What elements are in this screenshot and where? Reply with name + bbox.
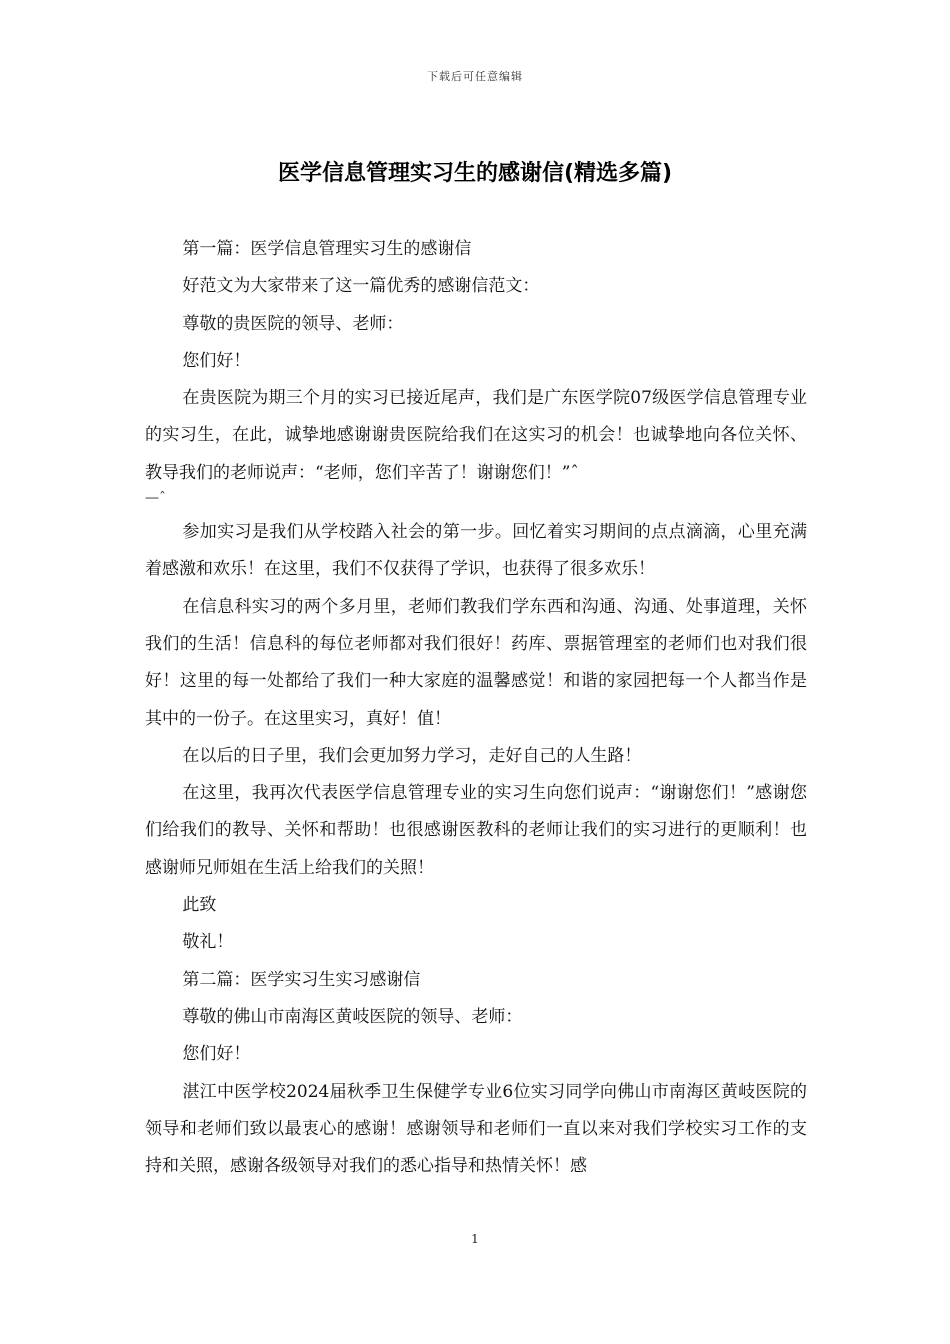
greeting: 您们好！ (182, 350, 251, 371)
paragraph: 在信息科实习的两个多月里，老师们教我们学东西和沟通、沟通、处事道理，关怀我们的生活！信息科的每位老师都对我们很好！药库、票据管理室的老师们也对我们很好！这里的每一处都给了我们一种大家庭的温馨感觉！和谐的家园把每一个人都当作是其中的一份子。在这里实习，真好！值！ (145, 596, 807, 729)
document-body (145, 231, 807, 1185)
section-heading-2: 第二篇：医学实习生实习感谢信 (182, 969, 421, 990)
paragraph: 在贵医院为期三个月的实习已接近尾声，我们是广东医学院07级医学信息管理专业的实习生，在此，诚挚地感谢谢贵医院给我们在这实习的机会！也诚挚地向各位关怀、教导我们的老师说声：“老师，您们辛苦了！谢谢您们！”ˆ (145, 388, 807, 483)
salutation: 尊敬的贵医院的领导、老师： (182, 313, 404, 334)
greeting: 您们好！ (182, 1044, 251, 1065)
header-note: 下载后可任意编辑 (427, 70, 523, 83)
salutation: 尊敬的佛山市南海区黄岐医院的领导、老师： (182, 1006, 523, 1027)
paragraph: 参加实习是我们从学校踏入社会的第一步。回忆着实习期间的点点滴滴，心里充满着感激和欢乐！在这里，我们不仅获得了学识，也获得了很多欢乐！ (145, 522, 807, 580)
paragraph: 在这里，我再次代表医学信息管理专业的实习生向您们说声：“谢谢您们！”感谢您们给我们的教导、关怀和帮助！也很感谢医教科的老师让我们的实习进行的更顺利！也感谢师兄师姐在生活上给我们的关照！ (145, 783, 807, 878)
closing: 此致 (182, 895, 217, 916)
paragraph: 好范文为大家带来了这一篇优秀的感谢信范文： (182, 276, 540, 297)
page-number: 1 (471, 1232, 479, 1246)
document-title: 医学信息管理实习生的感谢信(精选多篇) (277, 161, 673, 186)
paragraph: 在以后的日子里，我们会更加努力学习，走好自己的人生路！ (182, 745, 642, 766)
stray-mark: —ˆ (145, 490, 166, 507)
section-heading-1: 第一篇：医学信息管理实习生的感谢信 (182, 239, 472, 259)
paragraph: 湛江中医学校2024届秋季卫生保健学专业6位实习同学向佛山市南海区黄岐医院的领导和老师们致以最衷心的感谢！感谢领导和老师们一直以来对我们学校实习工作的支持和关照，感谢各级领导对我们的悉心指导和热情关怀！感 (145, 1081, 807, 1177)
closing-regards: 敬礼！ (182, 932, 234, 953)
